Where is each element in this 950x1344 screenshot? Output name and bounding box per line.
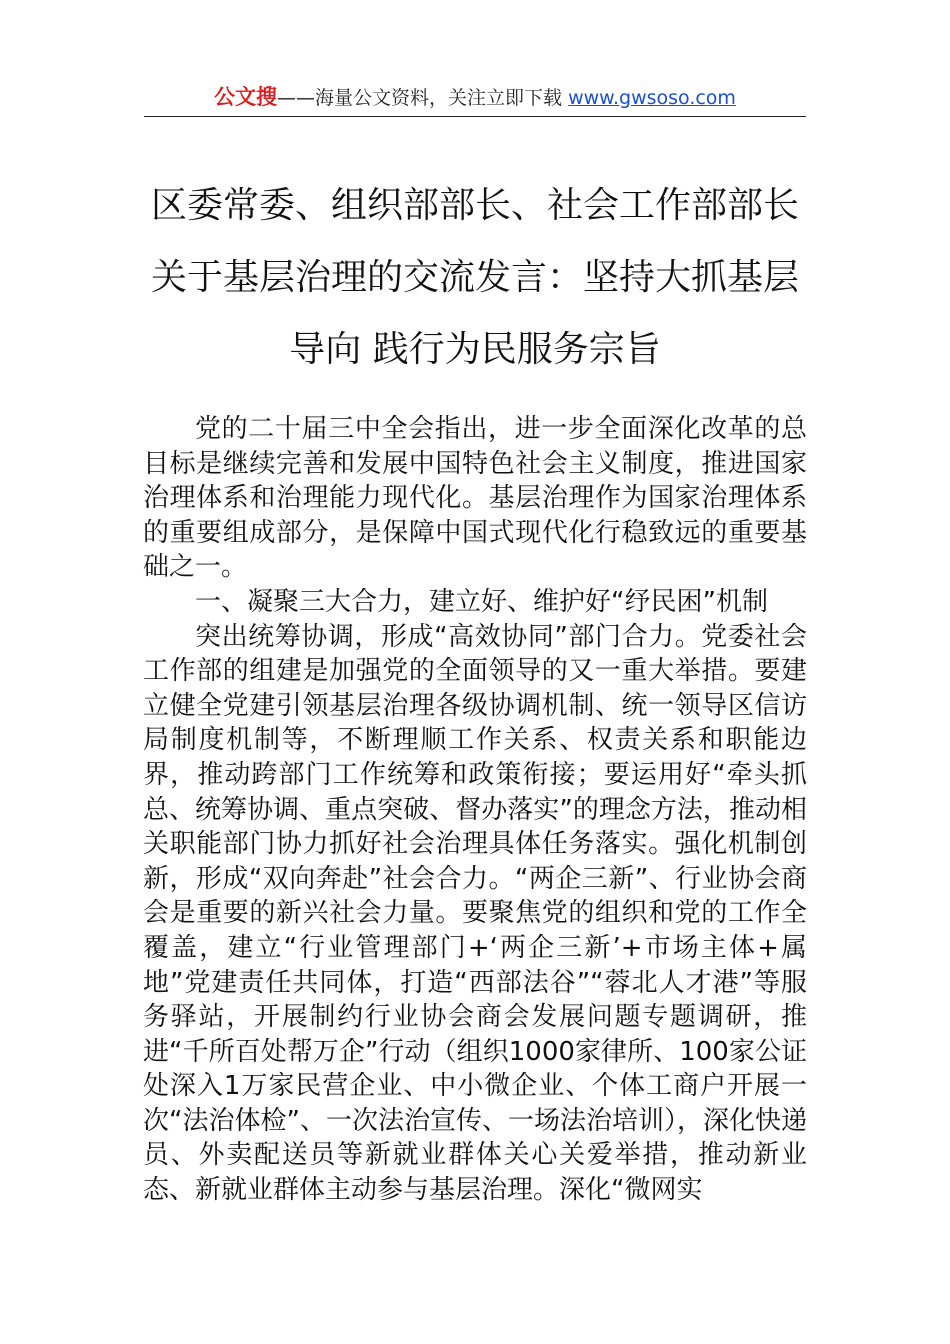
paragraph-section-1: 突出统筹协调，形成“高效协同”部门合力。党委社会工作部的组建是加强党的全面领导的又一重大举措。要建立健全党建引领基层治理各级协调机制、统一领导区信访局制度机制等，不断理顺工作关系、权责关系和职能边界，推动跨部门工作统筹和政策衔接；要运用好“牵头抓总、统筹协调、重点突破、督办落实”的理念方法，推动相关职能部门协力抓好社会治理具体任务落实。强化机制创新，形成“双向奔赴”社会合力。“两企三新”、行业协会商会是重要的新兴社会力量。要聚焦党的组织和党的工作全覆盖，建立“行业管理部门+‘两企三新’+市场主体+属地”党建责任共同体，打造“西部法谷”“蓉北人才港”等服务驿站，开展制约行业协会商会发展问题专题调研，推进“千所百处帮万企”行动（组织1000家律所、100家公证处深入1万家民营企业、中小微企业、个体工商户开展一次“法治体检”、一次法治宣传、一场法治培训），深化快递员、外卖配送员等新就业群体关心关爱举措，推动新业态、新就业群体主动参与基层治理。深化“微网实 bbox=[143, 621, 807, 1206]
document-body bbox=[143, 412, 807, 1208]
section-heading-1: 一、凝聚三大合力，建立好、维护好“纾民困”机制 bbox=[195, 586, 768, 617]
title-line-1: 区委常委、组织部部长、社会工作部部长 bbox=[150, 185, 799, 226]
header-slogan: ——海量公文资料，关注立即下载 bbox=[277, 87, 569, 109]
document-header bbox=[144, 80, 806, 117]
title-line-3: 导向 践行为民服务宗旨 bbox=[289, 329, 661, 370]
title-line-2: 关于基层治理的交流发言：坚持大抓基层 bbox=[150, 257, 799, 298]
header-brand: 公文搜 bbox=[214, 85, 278, 109]
header-site-link[interactable]: www.gwsoso.com bbox=[568, 87, 736, 109]
paragraph-intro: 党的二十届三中全会指出，进一步全面深化改革的总目标是继续完善和发展中国特色社会主义制度，推进国家治理体系和治理能力现代化。基层治理作为国家治理体系的重要组成部分，是保障中国式现代化行稳致远的重要基础之一。 bbox=[143, 414, 807, 583]
document-title bbox=[100, 170, 850, 386]
